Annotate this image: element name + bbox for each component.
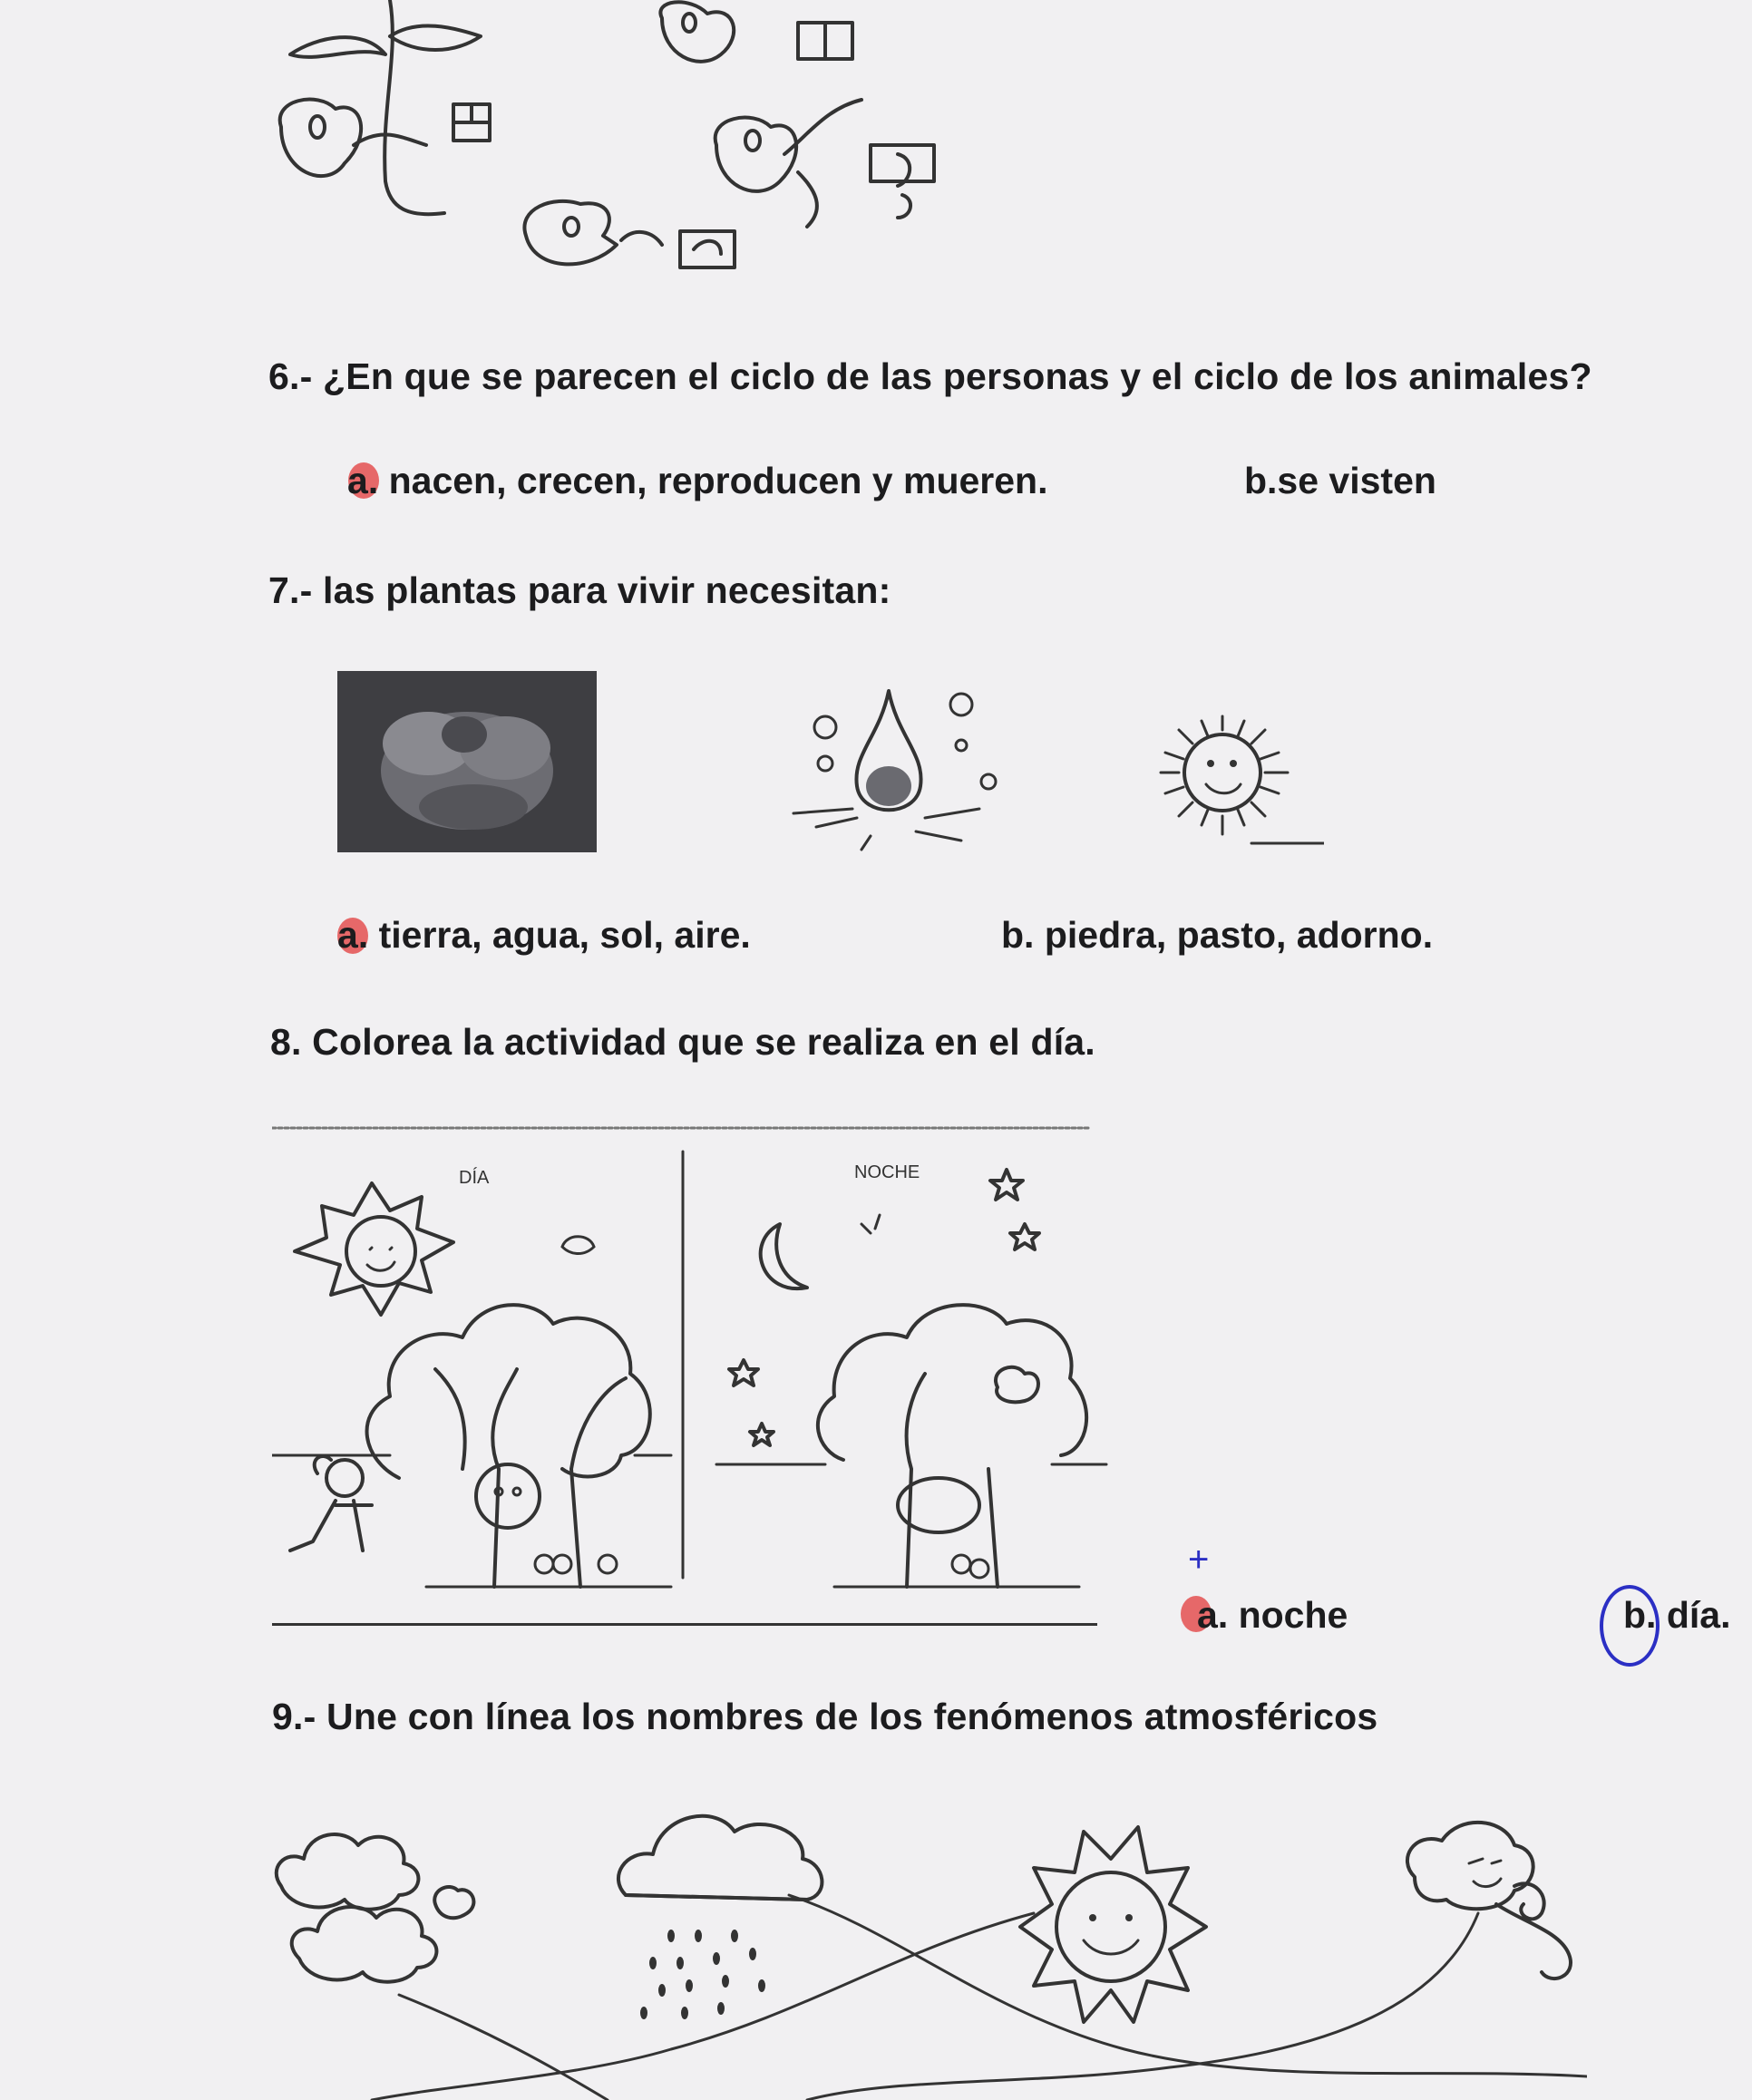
q8-option-b-text: . día. [1646,1594,1731,1636]
q8-option-b-letter: b [1623,1594,1647,1636]
q7-option-a[interactable] [337,914,751,957]
label-night: NOCHE [854,1162,920,1182]
question-8-title: 8. Colorea la actividad que se realiza en el día. [270,1021,1095,1063]
answer-line [272,1623,1097,1626]
q6-option-a-text: . nacen, crecen, reproducen y mueren. [367,460,1048,501]
sun-icon [1124,707,1324,861]
q8-option-b[interactable] [1623,1594,1730,1637]
question-6-title: 6.- ¿En que se parecen el ciclo de las personas y el ciclo de los animales? [268,355,1592,397]
question-7-title: 7.- las plantas para vivir necesitan: [268,569,891,611]
plant-life-cycle-drawing [263,0,970,281]
q8-option-a-letter: a [1197,1594,1218,1636]
q7-option-a-letter: a [337,914,358,956]
water-drop-icon [780,682,998,863]
q6-option-a-letter: a [347,460,368,501]
q7-option-a-text: . tierra, agua, sol, aire. [357,914,751,956]
q8-option-a[interactable] [1197,1594,1348,1637]
q8-option-a-text: . noche [1217,1594,1348,1636]
label-day: DÍA [459,1168,490,1188]
q6-option-b[interactable]: b.se visten [1244,460,1436,501]
hands-soil-photo [337,671,597,852]
blue-plus-mark: + [1188,1540,1210,1580]
q7-option-b[interactable]: b. piedra, pasto, adorno. [1001,914,1434,956]
question-9-title: 9.- Une con línea los nombres de los fenómenos atmosféricos [272,1696,1378,1737]
q6-option-a[interactable] [347,460,1047,502]
day-night-illustration [272,1115,1134,1632]
weather-phenomena-drawing [263,1777,1587,2100]
